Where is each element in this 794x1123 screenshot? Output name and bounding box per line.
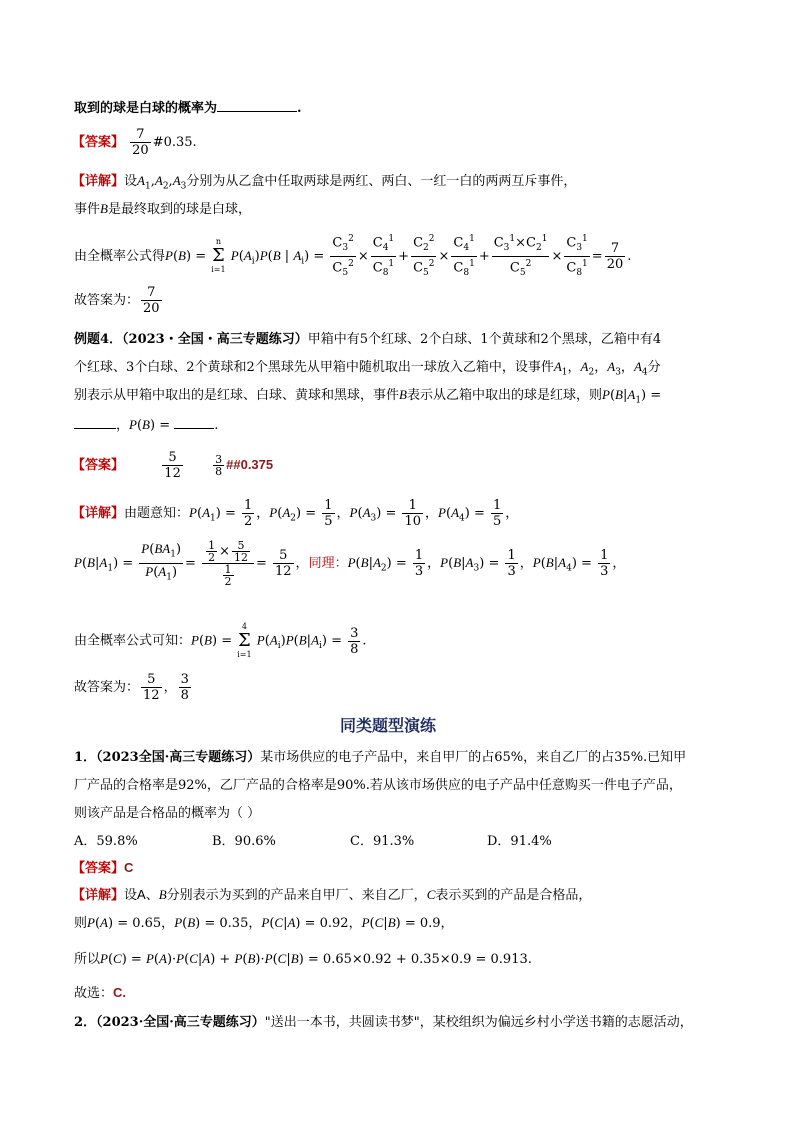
detail-3-line1: 【详解】设A、B分别表示为买到的产品来自甲厂、来自乙厂，C表示买到的产品是合格品， (72, 887, 592, 903)
answer-3: 【答案】C (72, 860, 134, 876)
answer-1: 【答案】 $\frac{7}{20}$ #0.35. (72, 127, 197, 158)
example-4-line1: 例题4．（2023・全国・高三专题练习）甲箱中有5个红球、2个白球、1个黄球和2个黑球，乙箱中有4 (74, 332, 662, 347)
example-4-line3: 别表示从甲箱中取出的是红球、白球、黄球和黑球，事件B表示从乙箱中取出的球是红球，则$P(B|A_1)$ = (74, 387, 662, 406)
answer-label: 【答案】 (72, 135, 125, 150)
detail-1-conclusion: 故答案为： $\frac{7}{20}$ (74, 285, 160, 316)
example-4-line2: 个红球、3个白球、2个黄球和2个黑球先从甲箱中随机取出一球放入乙箱中，设事件$A_1$，$A_2$，$A_3$，$A_4$分 (74, 359, 661, 378)
detail-2-line2: $P(B|A_1)$ = $\frac{P(BA_1)}{P(A_1)}$ = $\frac{1}{2}$ × $\frac{5}{12}$ $\frac{1}{2}$ = $\frac{5}{12}$ ，同理：$P(B|A_2)$ = $\frac{1}{3}$ ，$P(B|A_3)$ = $\frac{1}{3}$ ，$P(B|A_4)$ = $\frac{1}{3}$ ， (74, 539, 626, 588)
question-1-line1: 1．（2023全国·高三专题练习）某市场供应的电子产品中，来自甲厂的占65%，来自乙厂的占35%.已知甲 (74, 750, 687, 765)
question-tail: 取到的球是白球的概率为 . (74, 101, 302, 116)
option-c: C．91.3% (350, 834, 415, 849)
question-2-line1: 2．（2023·全国·高三专题练习）"送出一本书，共圆读书梦"，某校组织为偏远乡村小学送书籍的志愿活动， (74, 1015, 693, 1030)
detail-1-line1: 【详解】设$A_1,A_2,A_3$分别为从乙盒中任取两球是两红、两白、一红一白的两两互斥事件， (72, 173, 577, 192)
fraction-7-20: $\frac{7}{20}$ (132, 127, 149, 158)
detail-2-conclusion: 故答案为： $\frac{5}{12}$ ， $\frac{3}{8}$ (74, 672, 189, 703)
detail-1-line2: 事件B是最终取到的球是白球， (74, 201, 251, 217)
detail-3-conclusion: 故选：C. (74, 985, 127, 1001)
detail-3-line2: 则P(A) = 0.65，P(B) = 0.35，P(C|A) = 0.92，P(C|B) = 0.9， (74, 915, 454, 931)
detail-1-formula: 由全概率公式得P(B) = n Σ i=1 $P(A_i)P(B$ | $A_i$) = $\frac{C_3^2}{C_5^2}$ × $\frac{C_4^1}{C_8^1}$ + $\frac{C_2^2}{C_5^2}$ × $\frac{C_4^1}{C_8^1}$ + $\frac{C_3^1\times C_2^1}{C_5^2}$ × $\frac{C_3^1}{C_8^1}$ = $\frac{7}{20}$ . (74, 234, 632, 278)
detail-3-line3: 所以P(C) = P(A)·P(C|A) + P(B)·P(C|B) = 0.65×0.92 + 0.35×0.9 = 0.913. (74, 951, 532, 967)
detail-2-line1: 【详解】由题意知：$P(A_1)$ = $\frac{1}{2}$ ，$P(A_2)$ = $\frac{1}{5}$ ，$P(A_3)$ = $\frac{1}{10}$ ，$P(A_4)$ = $\frac{1}{5}$ ， (72, 498, 519, 529)
question-1-line3: 则该产品是合格品的概率为（ ） (74, 806, 261, 821)
detail-2-line3: 由全概率公式可知：P(B) = 4 Σ i=1 $P(A_i)P(B|A_i)$ = $\frac{3}{8}$ . (74, 622, 367, 659)
section-title: 同类题型演练 (340, 716, 437, 735)
option-a: A．59.8% (74, 834, 138, 849)
option-b: B．90.6% (212, 834, 276, 849)
answer-2: 【答案】 $\frac{5}{12}$ $\frac{3}{8}$ ##0.375 (72, 450, 274, 481)
option-d: D．91.4% (487, 834, 552, 849)
question-1-line2: 厂产品的合格率是92%，乙厂产品的合格率是90%.若从该市场供应的电子产品中任意购买一件电子产品， (74, 778, 682, 793)
example-4-line4: ，P(B) = . (74, 414, 218, 433)
answer-blank (217, 99, 297, 112)
